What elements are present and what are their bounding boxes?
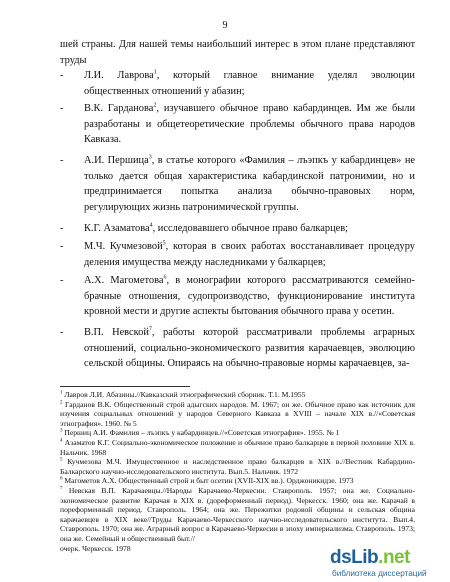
logo-accent-text: .net — [378, 547, 410, 568]
item-description: , в монографии которого рассматриваются семейно-брачные отношения, судопроизводство, функционирование института кровной мести и другие аспекты бытования обычного права у осетин. — [84, 275, 415, 317]
footnote-ref: 2 — [153, 102, 157, 109]
footnote-number: 1 — [60, 390, 63, 396]
footnote-text: Першиц А.И. Фамилия – лъэпкъ у кабардинцев.//«Советская этнография». 1955. № 1 — [62, 428, 340, 438]
item-description: , которая в своих работах восстанавливает процедуру деления имущества между наследниками у балкарцев; — [84, 241, 415, 268]
footnote-text: Азаматов К.Г. Социально-экономическое положение и обычное право балкарцев в первой половине XIX в. Нальчик. 1968 — [60, 437, 415, 457]
item-description: , который главное внимание уделял эволюции общественных отношений у абазин; — [84, 70, 415, 97]
footnote-number: 3 — [60, 428, 63, 434]
page-number: 9 — [222, 20, 228, 31]
list-dash: - — [60, 275, 64, 286]
footnote-text: Лавров Л.И. Абазины.//Кавказский этнографический сборник. Т.1. М.1955 — [62, 390, 306, 399]
footnote-number: 4 — [60, 438, 63, 444]
intro-line-1: шей страны. Для нашей темы наибольший интерес в этом плане представляют — [60, 39, 415, 50]
footnote-text: Невская В.П. Карачаевцы.//Народы Карачаево-Черкесии. Ставрополь. 1957; она же. Социально-экономическое развитие Карачая в XIX в. (дореформенный период). Черкесск. 1960; она же. Карачай в пореформенный период. Ставрополь. 1964; она же. Пережитки родовой общины и сельская община карачаевцев в XIX веке//Труды Карачаево-Черкесского научно-исследовательского института. Вып.4. Ставрополь. 1970; она же. Аграрный вопрос в Карачаево-Черкесии в эпоху империализма. Ставрополь. 1973; она же. Семейный и общественный быт.// — [60, 485, 415, 543]
footnote-ref: 7 — [148, 326, 152, 333]
footnotes — [60, 390, 415, 553]
footnote — [60, 457, 415, 476]
list-item-text — [84, 325, 415, 372]
site-watermark[interactable] — [330, 545, 450, 582]
footnote-text: очерк. Черкесск. 1978 — [60, 543, 131, 553]
footnote-text: Гарданов В.К. Общественный строй адыгских народов. М. 1967; он же. Обычное право как источник для изучения социальных отношений у народов Северного Кавказа в XVIII – начале XIX в.//«Советская этнография». 1960. № 5 — [60, 399, 415, 428]
footnote-ref: 3 — [148, 154, 152, 161]
item-description: , исследовавшего обычное право балкарцев; — [152, 223, 349, 234]
footnote-number: 5 — [60, 457, 63, 463]
intro-paragraph — [60, 37, 415, 68]
list-dash: - — [60, 70, 64, 81]
footnote-ref: 5 — [162, 240, 166, 247]
list-item-text — [84, 68, 415, 99]
item-description: , работы которой рассматривали проблемы аграрных отношений, социально-экономического развития карачаевцев, эволюцию сельской общины. Опираясь на обычно-правовые нормы карачаевцев, за- — [84, 327, 415, 369]
list-dash: - — [60, 155, 64, 166]
footnote — [60, 486, 415, 544]
author-name: К.Г. Азаматова — [84, 223, 150, 234]
footnote-divider — [60, 386, 190, 387]
list-item — [60, 325, 415, 372]
author-name: М.Ч. Кучмезовой — [84, 241, 163, 252]
author-name: В.П. Невской — [84, 327, 149, 338]
list-dash: - — [60, 327, 64, 338]
item-description: , в статье которого «Фамилия – лъэпкъ у кабардинцев» не только дается общая характеристика кабардинской патронимии, но и предпринимается попытка анализа обычно-правовых норм, регулирующих жизнь патронимической группы. — [84, 155, 415, 213]
list-item-text — [84, 101, 415, 148]
list-item — [60, 101, 415, 148]
footnote — [60, 476, 415, 486]
footnote-number: 2 — [60, 400, 63, 406]
dslib-logo[interactable] — [330, 547, 410, 569]
list-dash: - — [60, 223, 64, 234]
footnote-text: Магометов А.Х. Общественный строй и быт осетин (XVII-XIX вв.). Орджоникидзе. 1973 — [62, 476, 354, 486]
list-item-text — [84, 221, 415, 237]
list-item-text — [84, 273, 415, 320]
footnote-number: 6 — [60, 476, 63, 482]
author-name: Л.И. Лаврова — [84, 70, 154, 81]
author-name: А.И. Першица — [84, 155, 149, 166]
intro-line-2: труды — [60, 54, 87, 66]
list-item — [60, 68, 415, 99]
list-dash: - — [60, 241, 64, 252]
footnote — [60, 400, 415, 429]
footnote — [60, 438, 415, 457]
list-item — [60, 273, 415, 320]
item-description: , изучавшего обычное право кабардинцев. Им же были разработаны и общетеоретические проблемы обычного права народов Кавказа. — [84, 103, 416, 145]
list-item-text — [84, 239, 415, 270]
author-name: В.К. Гарданова — [84, 103, 154, 114]
footnote — [60, 390, 415, 400]
footnote-number: 7 — [60, 486, 63, 492]
logo-main-text: dsLib — [330, 547, 379, 568]
footnote-ref: 1 — [153, 69, 157, 76]
watermark-subtitle: библиотека диссертаций — [332, 569, 427, 578]
list-dash: - — [60, 103, 64, 114]
footnote-ref: 6 — [163, 274, 167, 281]
list-item-text — [84, 153, 415, 215]
list-item — [60, 153, 415, 215]
author-name: А.Х. Магометова — [84, 275, 164, 286]
list-item — [60, 221, 415, 237]
list-item — [60, 239, 415, 270]
footnote-text: Кучмезова М.Ч. Имущественное и наследственное право балкарцев в XIX в.//Вестник Кабардино-Балкарского научно-исследовательского института. Вып.5. Нальчик. 1972 — [60, 457, 415, 476]
footnote — [60, 428, 415, 438]
footnote-ref: 4 — [149, 222, 153, 229]
